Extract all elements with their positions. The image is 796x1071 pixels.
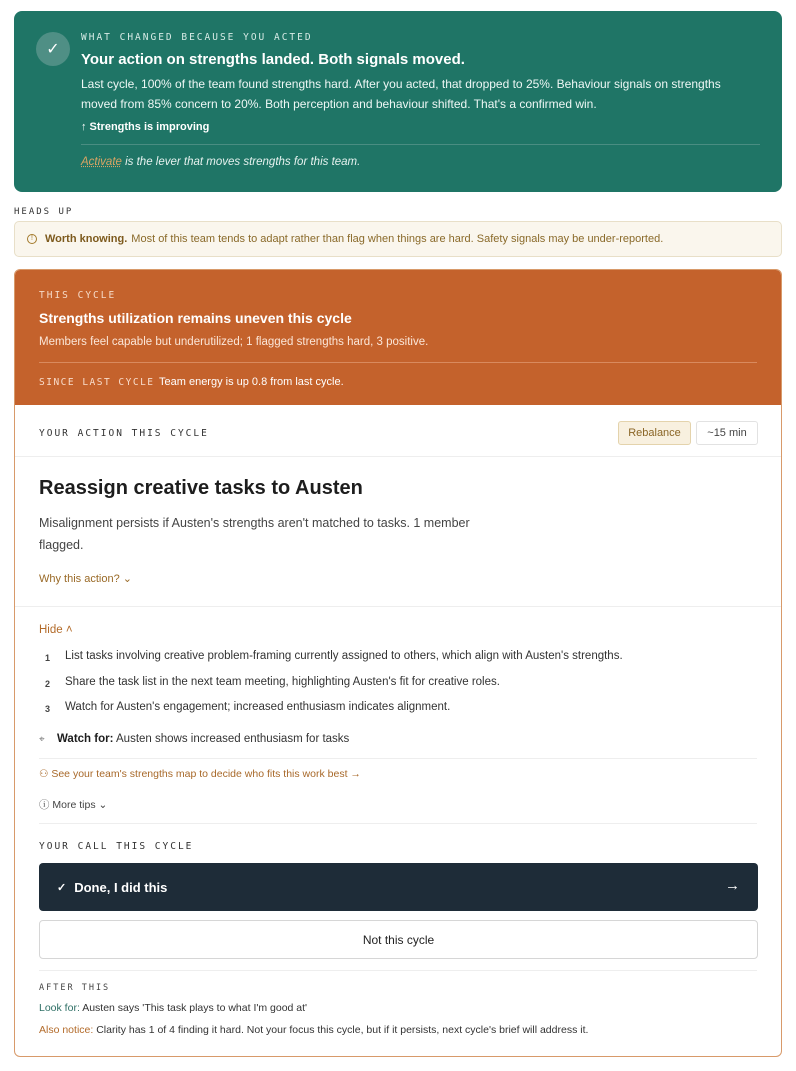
check-circle-icon: ✓ — [36, 32, 70, 66]
step-number: 2 — [45, 678, 51, 689]
strengths-map-link[interactable] — [39, 768, 361, 780]
step-text: List tasks involving creative problem-framing currently assigned to others, which align with Austen's strengths. — [65, 650, 623, 662]
info-icon: ! — [27, 234, 37, 244]
why-this-action-toggle[interactable]: Why this action? ⌄ — [39, 573, 132, 585]
arrow-right-icon: → — [725, 877, 740, 894]
since-last-cycle-text: Team energy is up 0.8 from last cycle. — [159, 376, 344, 388]
banner-title: Your action on strengths landed. Both signals moved. — [81, 51, 465, 68]
done-button[interactable] — [39, 863, 758, 911]
step-item — [39, 701, 759, 727]
time-estimate-badge: ~15 min — [696, 421, 758, 445]
action-card — [14, 269, 782, 1057]
strengths-map-link-text: See your team's strengths map to decide who fits this work best → — [51, 768, 361, 780]
action-desc: Misalignment persists if Austen's strengths aren't matched to tasks. 1 member flagged. — [39, 516, 470, 552]
watch-for-text: Austen shows increased enthusiasm for tasks — [113, 733, 350, 745]
outcome-banner — [14, 11, 782, 192]
info-icon: ⓘ — [39, 799, 53, 811]
this-cycle-divider — [39, 362, 757, 363]
step-number: 3 — [45, 704, 51, 714]
divider — [39, 823, 757, 824]
more-tips-label: More tips ⌄ — [52, 799, 108, 811]
step-text: Share the task list in the next team meeting, highlighting Austen's fit for creative roles. — [65, 675, 500, 688]
rebalance-tag: Rebalance — [618, 421, 691, 445]
since-last-cycle-label: SINCE LAST CYCLE — [39, 377, 155, 388]
done-button-label: Done, I did this — [74, 879, 168, 895]
divider — [15, 606, 781, 607]
watch-for-label: Watch for: — [57, 733, 114, 745]
also-notice — [39, 1024, 588, 1036]
notice-bold: Worth knowing. — [45, 233, 128, 245]
step-text: Watch for Austen's engagement; increased enthusiasm indicates alignment. — [65, 701, 451, 713]
banner-body: Last cycle, 100% of the team found strengths hard. After you acted, that dropped to 25%. Behaviour signals on strengths moved from 85% concern to 20%. Both perception and behaviour shifted. That's a confirmed win. — [81, 77, 721, 111]
banner-lever — [81, 156, 360, 168]
look-for-text: Austen says 'This task plays to what I'm good at' — [79, 1002, 308, 1014]
your-call-label: YOUR CALL THIS CYCLE — [39, 841, 194, 852]
banner-divider — [81, 144, 760, 145]
action-header-label: YOUR ACTION THIS CYCLE — [39, 428, 209, 439]
this-cycle-eyebrow: THIS CYCLE — [39, 290, 117, 301]
lever-text: is the lever that moves strengths for this team. — [121, 156, 361, 168]
action-title: Reassign creative tasks to Austen — [39, 477, 363, 499]
after-this-label: AFTER THIS — [39, 983, 111, 993]
heads-up-notice — [14, 221, 782, 257]
divider — [39, 970, 757, 971]
step-item — [39, 650, 759, 676]
step-item — [39, 676, 759, 702]
target-icon: ⌖ — [39, 734, 45, 745]
heads-up-label: HEADS UP — [14, 207, 74, 217]
banner-status: ↑ Strengths is improving — [81, 121, 210, 133]
step-number: 1 — [45, 653, 51, 663]
also-notice-text: Clarity has 1 of 4 finding it hard. Not your focus this cycle, but if it persists, next cycle's brief will address it. — [93, 1024, 589, 1036]
this-cycle-desc: Members feel capable but underutilized; 1 flagged strengths hard, 3 positive. — [39, 336, 429, 348]
steps-list — [39, 650, 759, 727]
this-cycle-panel — [15, 270, 781, 405]
look-for-key: Look for: — [39, 1002, 80, 1014]
look-for — [39, 1002, 307, 1014]
not-this-cycle-button[interactable]: Not this cycle — [39, 920, 758, 959]
check-icon: ✓ — [57, 881, 67, 894]
divider — [39, 758, 757, 759]
hide-toggle[interactable]: Hide ˄ — [39, 624, 73, 636]
activate-link[interactable]: Activate — [81, 156, 122, 168]
more-tips-toggle[interactable] — [39, 797, 107, 812]
person-icon: ⚇ — [39, 768, 52, 780]
notice-text: Most of this team tends to adapt rather than flag when things are hard. Safety signals may be under-reported. — [131, 233, 664, 245]
also-notice-key: Also notice: — [39, 1024, 94, 1036]
watch-for — [39, 733, 349, 745]
this-cycle-title: Strengths utilization remains uneven this cycle — [39, 310, 352, 326]
banner-eyebrow: WHAT CHANGED BECAUSE YOU ACTED — [81, 32, 313, 43]
